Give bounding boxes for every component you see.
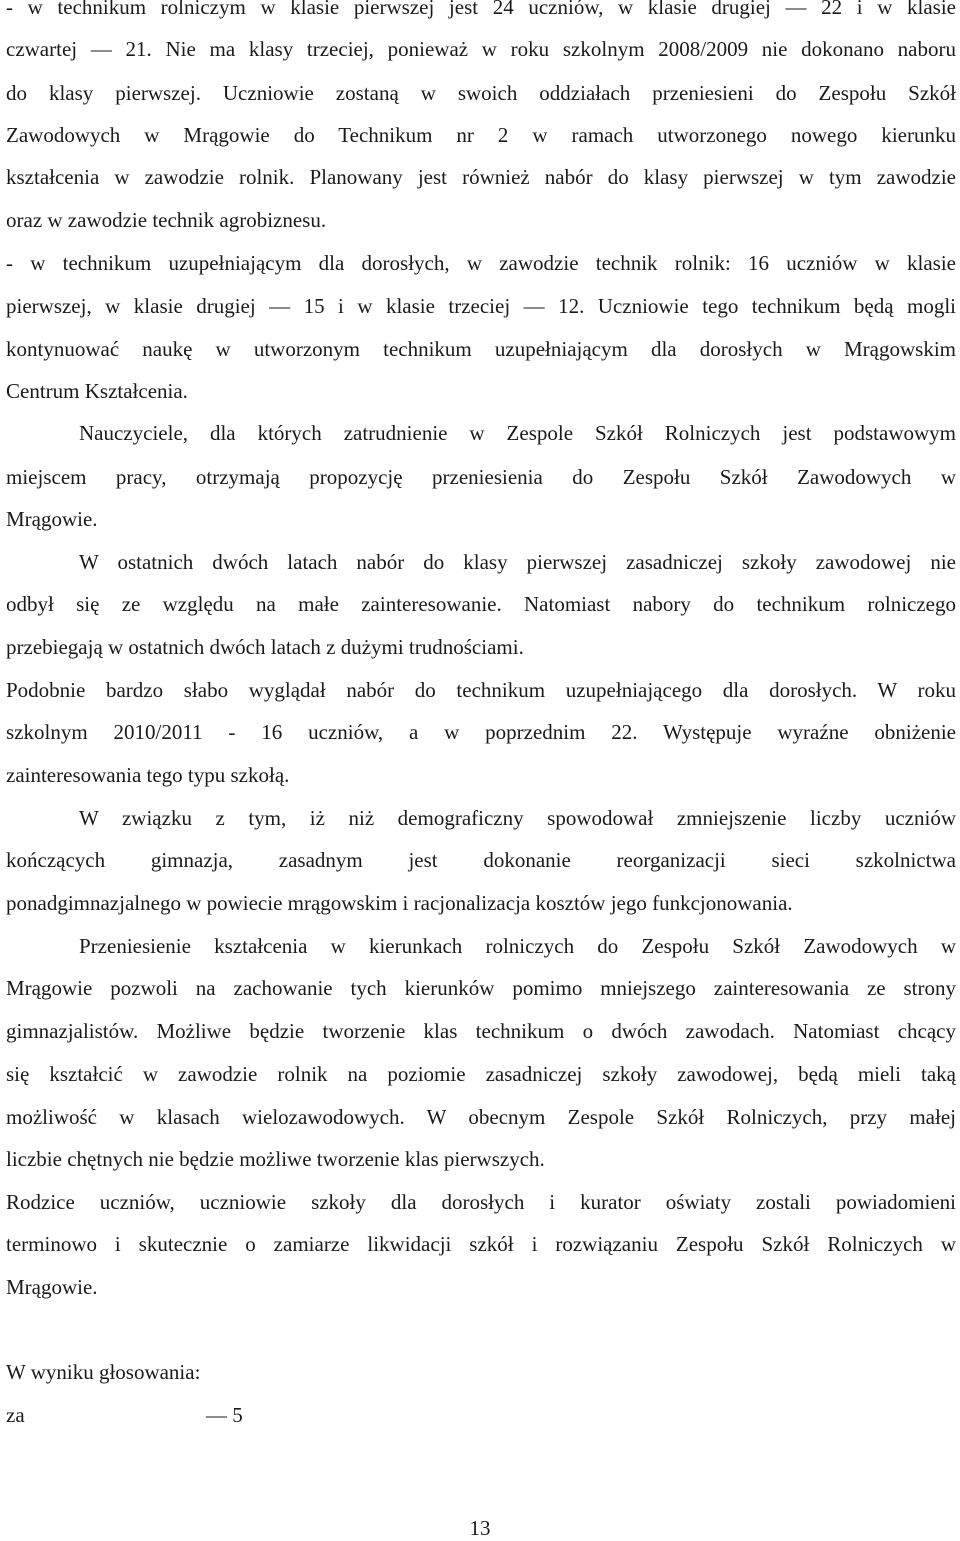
vote-heading: W wyniku głosowania: (6, 1360, 201, 1384)
text-line: Zawodowych w Mrągowie do Technikum nr 2 w ramach utworzonego nowego kierunku (6, 123, 956, 147)
text-line: terminowo i skutecznie o zamiarze likwidacji szkół i rozwiązaniu Zespołu Szkół Rolniczych w (6, 1232, 956, 1256)
text-line: przebiegają w ostatnich dwóch latach z dużymi trudnościami. (6, 635, 524, 659)
text-line: Przeniesienie kształcenia w kierunkach rolniczych do Zespołu Szkół Zawodowych w (79, 934, 956, 958)
text-line: - w technikum rolniczym w klasie pierwszej jest 24 uczniów, w klasie drugiej — 22 i w klasie (6, 0, 956, 19)
text-line: oraz w zawodzie technik agrobiznesu. (6, 208, 327, 232)
text-line: zainteresowania tego typu szkołą. (6, 763, 290, 787)
text-line: Mrągowie. (6, 1275, 98, 1299)
text-line: pierwszej, w klasie drugiej — 15 i w klasie trzeciej — 12. Uczniowie tego technikum będą mogli (6, 294, 956, 318)
text-line: W ostatnich dwóch latach nabór do klasy pierwszej zasadniczej szkoły zawodowej nie (79, 550, 956, 574)
text-line: czwartej — 21. Nie ma klasy trzeciej, ponieważ w roku szkolnym 2008/2009 nie dokonano naboru (6, 37, 956, 61)
text-line: Mrągowie. (6, 507, 98, 531)
vote-label: za (6, 1403, 25, 1427)
text-line: W związku z tym, iż niż demograficzny spowodował zmniejszenie liczby uczniów (79, 806, 956, 830)
text-line: Mrągowie pozwoli na zachowanie tych kierunków pomimo mniejszego zainteresowania ze strony (6, 976, 956, 1000)
text-line: szkolnym 2010/2011 - 16 uczniów, a w poprzednim 22. Występuje wyraźne obniżenie (6, 720, 956, 744)
text-line: Nauczyciele, dla których zatrudnienie w Zespole Szkół Rolniczych jest podstawowym (79, 421, 956, 445)
text-line: się kształcić w zawodzie rolnik na poziomie zasadniczej szkoły zawodowej, będą mieli taką (6, 1062, 956, 1086)
text-line: kończących gimnazja, zasadnym jest dokonanie reorganizacji sieci szkolnictwa (6, 848, 956, 872)
vote-value: — 5 (206, 1403, 243, 1427)
text-line: kształcenia w zawodzie rolnik. Planowany jest również nabór do klasy pierwszej w tym zawodzie (6, 165, 956, 189)
text-line: Podobnie bardzo słabo wyglądał nabór do technikum uzupełniającego dla dorosłych. W roku (6, 678, 956, 702)
text-line: miejscem pracy, otrzymają propozycję przeniesienia do Zespołu Szkół Zawodowych w (6, 465, 956, 489)
page-number: 13 (469, 1516, 491, 1540)
text-line: ponadgimnazjalnego w powiecie mrągowskim i racjonalizacja kosztów jego funkcjonowania. (6, 891, 793, 915)
text-line: do klasy pierwszej. Uczniowie zostaną w swoich oddziałach przeniesieni do Zespołu Szkół (6, 81, 956, 105)
text-line: Rodzice uczniów, uczniowie szkoły dla dorosłych i kurator oświaty zostali powiadomieni (6, 1190, 956, 1214)
text-line: gimnazjalistów. Możliwe będzie tworzenie klas technikum o dwóch zawodach. Natomiast chcący (6, 1019, 956, 1043)
text-line: Centrum Kształcenia. (6, 379, 188, 403)
text-line: kontynuować naukę w utworzonym technikum uzupełniającym dla dorosłych w Mrągowskim (6, 337, 956, 361)
text-line: liczbie chętnych nie będzie możliwe tworzenie klas pierwszych. (6, 1147, 545, 1171)
text-line: odbył się ze względu na małe zainteresowanie. Natomiast nabory do technikum rolniczego (6, 592, 956, 616)
text-line: możliwość w klasach wielozawodowych. W obecnym Zespole Szkół Rolniczych, przy małej (6, 1105, 956, 1129)
text-line: - w technikum uzupełniającym dla dorosłych, w zawodzie technik rolnik: 16 uczniów w klasie (6, 251, 956, 275)
